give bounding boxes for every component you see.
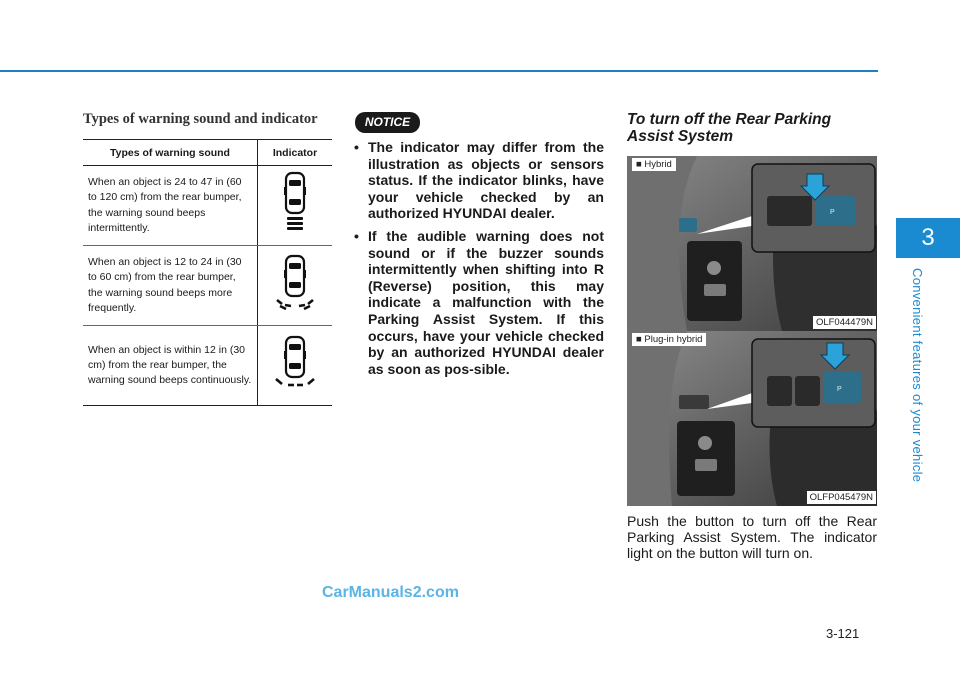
svg-text:P: P — [837, 386, 842, 393]
table-row — [83, 326, 332, 406]
table-cell-description: When an object is within 12 in (30 cm) from the rear bumper, the warning sound beeps continuously. — [83, 326, 258, 406]
list-item — [354, 139, 604, 222]
image-code: OLFP045479N — [807, 491, 876, 504]
table-row — [83, 166, 332, 246]
image-code: OLF044479N — [813, 316, 876, 329]
console-button-illustration — [627, 156, 877, 331]
table-header-sound: Types of warning sound — [83, 140, 258, 166]
notice-bullet-list — [354, 139, 604, 383]
bullet-dot-icon: • — [354, 227, 359, 244]
table-row — [83, 246, 332, 326]
table-cell-description: When an object is 12 to 24 in (30 to 60 cm) from the rear bumper, the warning sound beeps more frequently. — [83, 246, 258, 326]
table-cell-indicator — [258, 166, 333, 246]
image-label: ■ Plug-in hybrid — [632, 333, 706, 346]
console-button-illustration — [627, 331, 877, 506]
table-cell-indicator — [258, 246, 333, 326]
console-photo-plug-in-hybrid — [627, 331, 877, 506]
bullet-dot-icon: • — [354, 139, 359, 155]
table-header-indicator: Indicator — [258, 140, 333, 166]
svg-text:P: P — [830, 209, 835, 216]
page-number: 3-121 — [826, 626, 860, 641]
list-item — [354, 228, 604, 377]
chapter-title: Convenient features of your vehicle — [910, 268, 925, 483]
image-label: ■ Hybrid — [632, 158, 676, 171]
warning-sound-table — [83, 139, 332, 406]
subsection-title: To turn off the Rear Parking Assist System — [627, 111, 832, 145]
section-title: Types of warning sound and indicator — [83, 111, 318, 127]
table-cell-description: When an object is 24 to 47 in (60 to 120 cm) from the rear bumper, the warning sound beeps intermittently. — [83, 166, 258, 246]
car-rear-sensor-medium-icon — [272, 254, 318, 312]
notice-badge: NOTICE — [355, 112, 420, 133]
table-cell-indicator — [258, 326, 333, 406]
header-rule — [0, 70, 878, 72]
chapter-number-tab[interactable]: 3 — [896, 218, 960, 258]
bullet-text: The indicator may differ from the illustration as objects or sensors status. If the indicator blinks, have your vehicle checked by an authorized HYUNDAI dealer. — [368, 139, 604, 222]
instruction-paragraph: Push the button to turn off the Rear Parking Assist System. The indicator light on the button will turn on. — [627, 513, 877, 561]
car-rear-sensor-near-icon — [272, 335, 318, 391]
table-header-row — [83, 140, 332, 166]
bullet-text: If the audible warning does not sound or if the buzzer sounds intermittently when shifting into R (Reverse) position, this may indicate a malfunction with the Parking Assist System. If this occurs, have your vehicle checked by an authorized HYUNDAI dealer as soon as pos-sible. — [368, 227, 604, 377]
watermark-link[interactable]: CarManuals2.com — [322, 584, 459, 601]
console-photo-hybrid — [627, 156, 877, 331]
car-rear-sensor-far-icon — [275, 171, 315, 235]
